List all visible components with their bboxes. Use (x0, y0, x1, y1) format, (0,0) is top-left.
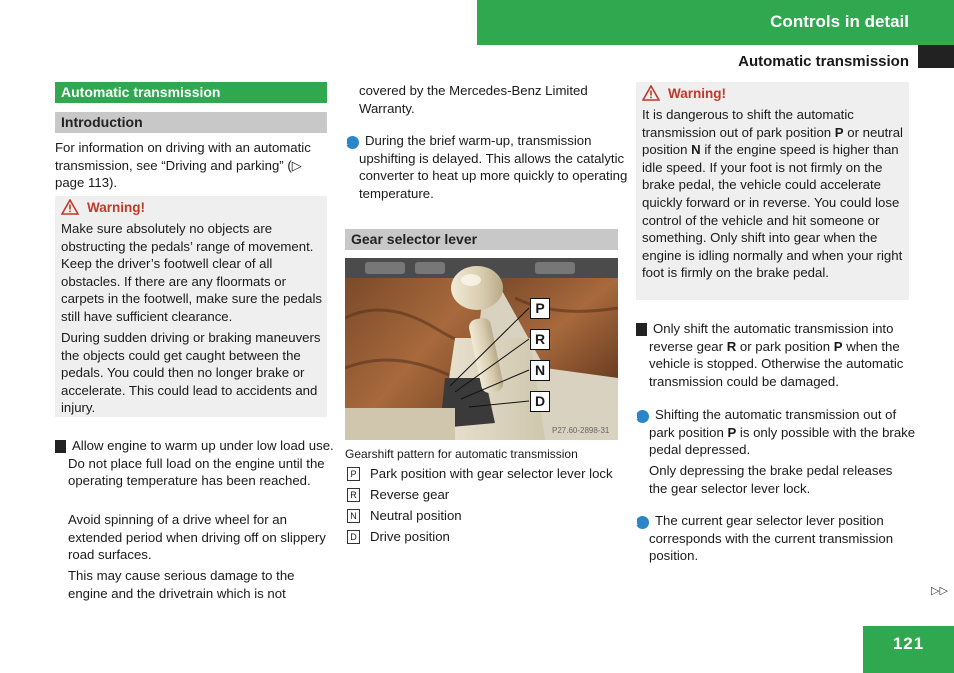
section-title: Controls in detail (770, 12, 909, 31)
note-paragraph: ! Only shift the automatic transmission into reverse gear R or park position P when the vehicle is stopped. Otherwise the automatic transmission could be damaged. (633, 321, 904, 389)
legend-label: Reverse gear (370, 487, 450, 502)
legend-key-d: D (347, 530, 360, 544)
gate-letter-n: N (530, 360, 550, 381)
warning-box (55, 196, 327, 417)
legend-row (347, 465, 622, 483)
info-text: During the brief warm-up, transmission upshifting is delayed. This allows the catalytic converter to heat up more quickly to operating temperature. (359, 133, 628, 201)
warning-heading (642, 85, 726, 101)
intro-text: For information on driving with an automatic transmission, see “Driving and parking” (▷ page 113). (55, 140, 311, 191)
info-text: The current gear selector lever position corresponds with the current transmission position. (649, 513, 894, 564)
subsection-title: Automatic transmission (738, 53, 909, 70)
warning-paragraph: During sudden driving or braking maneuvers the objects could get caught between the pedals. You could then no longer brake or accelerate. This could lead to accidents and injury. (61, 330, 321, 416)
warning-box (636, 82, 909, 300)
legend-row (347, 528, 622, 546)
legend-key-n: N (347, 509, 360, 523)
continue-marker: ▷▷ (931, 585, 948, 597)
exclamation-icon: ! (636, 323, 647, 336)
heading-gear-selector-lever: Gear selector lever (345, 229, 618, 250)
warning-triangle-icon (642, 85, 660, 101)
thumb-tab (918, 45, 954, 68)
info-paragraph: i Shifting the automatic transmission out of park position P is only possible with the brake pedal depressed. (634, 407, 916, 458)
note-text: Allow engine to warm up under low load use. Do not place full load on the engine until the operating temperature has been reached. (68, 438, 334, 489)
legend-key-p: P (347, 467, 360, 481)
legend-row (347, 486, 622, 504)
gate-pointer-lines (345, 258, 618, 440)
info-paragraph: Only depressing the brake pedal releases the gear selector lever lock. (649, 463, 893, 496)
continued-text: covered by the Mercedes-Benz Limited Warranty. (359, 83, 588, 116)
note-paragraph: This may cause serious damage to the engine and the drivetrain which is not (68, 568, 295, 601)
gate-letter-d: D (530, 391, 550, 412)
legend-key-r: R (347, 488, 360, 502)
warning-paragraph: It is dangerous to shift the automatic transmission out of park position P or neutral position N if the engine speed is higher than idle speed. If your foot is not firmly on the brake pedal, the vehicle could accelerate quickly forward or in reverse. You could lose control of the vehicle and hit someone or something. Only shift into gear when the engine is idling normally and when your right foot is firmly on the brake pedal. (642, 107, 903, 281)
image-code: P27.60-2898-31 (552, 426, 610, 435)
gate-letter-r: R (530, 329, 550, 350)
legend-label: Neutral position (370, 508, 462, 523)
legend-label: Drive position (370, 529, 450, 544)
gate-letter-p: P (530, 298, 550, 319)
note-paragraph (52, 437, 340, 490)
legend-row (347, 507, 622, 525)
warning-title: Warning! (87, 199, 145, 215)
note-paragraph: Avoid spinning of a drive wheel for an extended period when driving off on slippery road surfaces. (68, 512, 326, 563)
warning-paragraph: Make sure absolutely no objects are obstructing the pedals’ range of movement. Keep the driver’s footwell clear of all obstacles. If there are any floormats or carpets in the footwell, make sure the pedals still have sufficient clearance. (61, 221, 322, 324)
page-number-box (863, 626, 954, 673)
page-number: 121 (892, 634, 925, 653)
info-paragraph (636, 512, 923, 565)
warning-heading (61, 199, 145, 215)
gear-selector-photo (345, 258, 618, 440)
exclamation-icon: ! (55, 440, 66, 453)
heading-automatic-transmission: Automatic transmission (55, 82, 327, 103)
figure-caption: Gearshift pattern for automatic transmission (345, 447, 578, 461)
warning-title: Warning! (668, 85, 726, 101)
legend-label: Park position with gear selector lever lock (370, 466, 613, 481)
info-paragraph (346, 132, 632, 202)
heading-introduction: Introduction (55, 112, 327, 133)
info-icon: i (636, 410, 649, 423)
info-icon: i (636, 516, 649, 529)
warning-triangle-icon (61, 199, 79, 215)
info-icon: i (346, 136, 359, 149)
